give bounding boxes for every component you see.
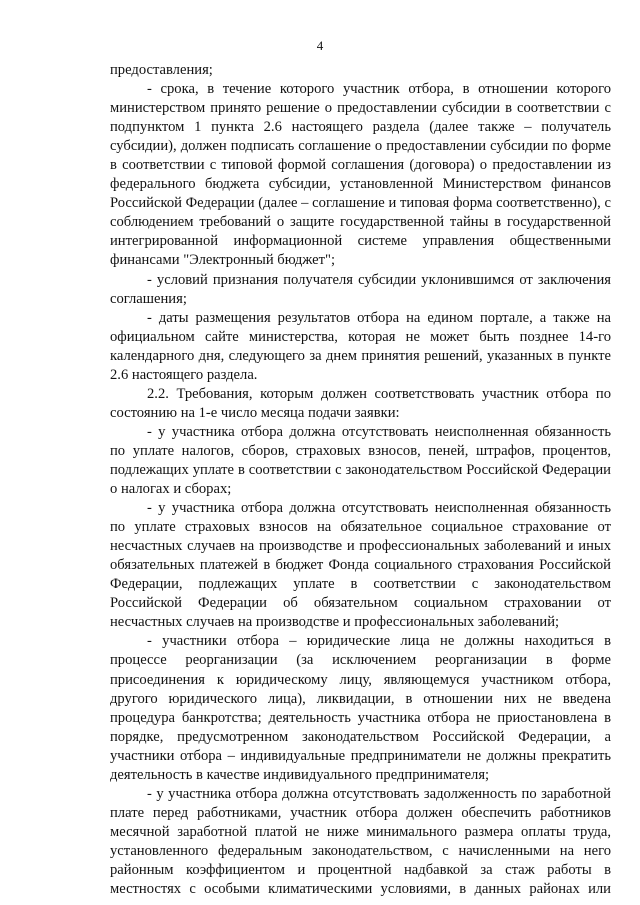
paragraph-continuation: предоставления;: [110, 62, 213, 78]
paragraph-results-date: - даты размещения результатов отбора на едином портале, а также на официальном сайте министерства, которая не может быть позднее 14-го календарного дня, следующего за днем принятия решений, указанных в пункте 2.6 настоящего раздела.: [110, 309, 611, 383]
page-number: 4: [316, 38, 324, 53]
paragraph-evasion-conditions: - условий признания получателя субсидии уклонившимся от заключения соглашения;: [110, 271, 611, 307]
paragraph-wage-arrears: - у участника отбора должна отсутствовать задолженность по заработной плате перед работниками, участник отбора должен обеспечить работников месячной заработной платой не ниже минимального размера оплаты труда, установленного федеральным законодательством, с начисленными на него районным коэффициентом и процентной надбавкой за стаж работы в местностях с особыми климатическими условиями, в данных районах или: [110, 785, 611, 898]
document-body: [110, 61, 611, 899]
paragraph-deadline-agreement: - срока, в течение которого участник отбора, в отношении которого министерством принято решение о предоставлении субсидии в соответствии с подпунктом 1 пункта 2.6 настоящего раздела (далее также – получатель субсидии), должен подписать соглашение о предоставлении субсидии по форме в соответствии с типовой формой соглашения (договора) о предоставлении из федерального бюджета субсидии, установленной Министерством финансов Российской Федерации (далее – соглашение и типовая форма соответственно), с соблюдением требований о защите государственной тайны в государственной интегрированной информационной системе управления общественными финансами "Электронный бюджет";: [110, 81, 611, 269]
paragraph-insurance-obligations: - у участника отбора должна отсутствовать неисполненная обязанность по уплате страховых взносов на обязательное социальное страхование от несчастных случаев на производстве и профессиональных заболеваний и иных обязательных платежей в бюджет Фонда социального страхования Российской Федерации, подлежащих уплате в соответствии с законодательством Российской Федерации об обязательном социальном страховании от несчастных случаев на производстве и профессиональных заболеваний;: [110, 500, 611, 631]
paragraph-requirements-heading: 2.2. Требования, которым должен соответствовать участник отбора по состоянию на 1-е число месяца подачи заявки:: [110, 385, 611, 421]
paragraph-tax-obligations: - у участника отбора должна отсутствовать неисполненная обязанность по уплате налогов, сборов, страховых взносов, пеней, штрафов, процентов, подлежащих уплате в соответствии с законодательством Российской Федерации о налогах и сборах;: [110, 423, 611, 498]
paragraph-reorganization: - участники отбора – юридические лица не должны находиться в процессе реорганизации (за исключением реорганизации в форме присоединения к юридическому лицу, являющемуся участником отбора, другого юридического лица), ликвидации, в отношении них не введена процедура банкротства; деятельность участника отбора не приостановлена в порядке, предусмотренном законодательством Российской Федерации, а участники отбора – индивидуальные предприниматели не должны прекратить деятельность в качестве индивидуального предпринимателя;: [110, 633, 611, 783]
